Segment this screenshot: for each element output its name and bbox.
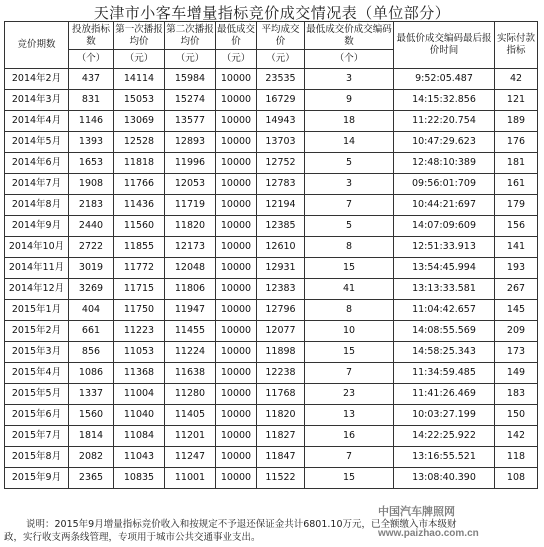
table-cell: 1337: [69, 384, 114, 405]
table-cell: 12931: [257, 258, 305, 279]
table-cell: 2015年7月: [5, 426, 69, 447]
table-cell: 2440: [69, 216, 114, 237]
unit-min-price: （元）: [216, 50, 257, 69]
table-cell: 11820: [257, 405, 305, 426]
table-cell: 7: [305, 447, 394, 468]
table-cell: 7: [305, 363, 394, 384]
table-cell: 11947: [165, 300, 216, 321]
table-cell: 2014年11月: [5, 258, 69, 279]
table-cell: 2015年3月: [5, 342, 69, 363]
table-cell: 10000: [216, 468, 257, 489]
table-row: [5, 300, 538, 321]
table-cell: 2014年6月: [5, 153, 69, 174]
table-cell: 11:22:20.754: [394, 111, 495, 132]
table-cell: 2015年5月: [5, 384, 69, 405]
table-cell: 11280: [165, 384, 216, 405]
table-cell: 11:41:26.469: [394, 384, 495, 405]
watermark-site-name: 中国汽车牌照网: [378, 506, 455, 518]
table-cell: 10: [305, 321, 394, 342]
table-cell: 2015年8月: [5, 447, 69, 468]
table-cell: 1393: [69, 132, 114, 153]
header-quota: 投放指标数: [69, 22, 114, 50]
table-cell: 12053: [165, 174, 216, 195]
table-cell: 13577: [165, 111, 216, 132]
table-row: [5, 216, 538, 237]
table-cell: 11084: [114, 426, 165, 447]
watermark-url: www.paizhao.com.cn: [378, 528, 479, 539]
table-cell: 193: [495, 258, 538, 279]
table-cell: 156: [495, 216, 538, 237]
table-row: [5, 195, 538, 216]
table-cell: 2015年1月: [5, 300, 69, 321]
table-cell: 14: [305, 132, 394, 153]
table-cell: 1560: [69, 405, 114, 426]
unit-first-avg: （元）: [114, 50, 165, 69]
table-cell: 11368: [114, 363, 165, 384]
table-cell: 831: [69, 90, 114, 111]
table-cell: 3269: [69, 279, 114, 300]
table-cell: 3: [305, 174, 394, 195]
table-cell: 10000: [216, 90, 257, 111]
table-cell: 11436: [114, 195, 165, 216]
table-cell: 12893: [165, 132, 216, 153]
table-row: [5, 342, 538, 363]
table-cell: 09:56:01:709: [394, 174, 495, 195]
header-row: [5, 22, 538, 50]
header-min-price: 最低成交价: [216, 22, 257, 50]
table-cell: 209: [495, 321, 538, 342]
table-cell: 8: [305, 300, 394, 321]
table-cell: 10000: [216, 111, 257, 132]
table-cell: 2015年6月: [5, 405, 69, 426]
table-cell: 14:15:32.856: [394, 90, 495, 111]
table-cell: 7: [305, 195, 394, 216]
table-cell: 3019: [69, 258, 114, 279]
header-first-avg: 第一次播报均价: [114, 22, 165, 50]
table-cell: 10000: [216, 279, 257, 300]
table-cell: 10000: [216, 300, 257, 321]
table-cell: 11405: [165, 405, 216, 426]
table-row: [5, 132, 538, 153]
table-cell: 10000: [216, 195, 257, 216]
table-cell: 12194: [257, 195, 305, 216]
table-cell: 23: [305, 384, 394, 405]
unit-quota: （个）: [69, 50, 114, 69]
table-cell: 18: [305, 111, 394, 132]
table-cell: 11004: [114, 384, 165, 405]
table-cell: 2082: [69, 447, 114, 468]
header-paid: 实际付款指标: [495, 22, 538, 69]
auction-results-table: [4, 21, 538, 489]
table-cell: 2183: [69, 195, 114, 216]
table-cell: 2015年9月: [5, 468, 69, 489]
table-row: [5, 321, 538, 342]
table-cell: 181: [495, 153, 538, 174]
table-cell: 12077: [257, 321, 305, 342]
table-cell: 108: [495, 468, 538, 489]
table-cell: 856: [69, 342, 114, 363]
table-cell: 16: [305, 426, 394, 447]
table-cell: 10000: [216, 174, 257, 195]
table-cell: 11768: [257, 384, 305, 405]
table-cell: 11053: [114, 342, 165, 363]
table-cell: 12385: [257, 216, 305, 237]
table-cell: 13703: [257, 132, 305, 153]
table-cell: 1814: [69, 426, 114, 447]
table-cell: 2365: [69, 468, 114, 489]
table-body: [5, 69, 538, 489]
table-cell: 13:13:33.581: [394, 279, 495, 300]
table-cell: 11001: [165, 468, 216, 489]
table-row: [5, 90, 538, 111]
table-cell: 11996: [165, 153, 216, 174]
table-row: [5, 426, 538, 447]
table-cell: 142: [495, 426, 538, 447]
table-cell: 11719: [165, 195, 216, 216]
table-cell: 10000: [216, 384, 257, 405]
table-cell: 10000: [216, 405, 257, 426]
table-cell: 12610: [257, 237, 305, 258]
table-cell: 11:04:42.657: [394, 300, 495, 321]
table-cell: 10000: [216, 132, 257, 153]
table-cell: 12783: [257, 174, 305, 195]
table-cell: 189: [495, 111, 538, 132]
header-last-time: 最低价成交编码最后报价时间: [394, 22, 495, 69]
table-cell: 14:22:25.922: [394, 426, 495, 447]
table-row: [5, 384, 538, 405]
table-cell: 15: [305, 342, 394, 363]
table-row: [5, 468, 538, 489]
table-cell: 5: [305, 153, 394, 174]
table-cell: 183: [495, 384, 538, 405]
table-cell: 13069: [114, 111, 165, 132]
table-cell: 2014年8月: [5, 195, 69, 216]
table-cell: 10000: [216, 237, 257, 258]
table-cell: 12528: [114, 132, 165, 153]
table-cell: 11043: [114, 447, 165, 468]
header-period: 竞价期数: [5, 22, 69, 69]
table-cell: 10000: [216, 69, 257, 90]
table-cell: 149: [495, 363, 538, 384]
table-cell: 11455: [165, 321, 216, 342]
table-cell: 12:51:33.913: [394, 237, 495, 258]
table-cell: 2014年5月: [5, 132, 69, 153]
table-cell: 2014年10月: [5, 237, 69, 258]
table-cell: 2014年9月: [5, 216, 69, 237]
table-cell: 9: [305, 90, 394, 111]
table-cell: 12:48:10:389: [394, 153, 495, 174]
table-cell: 2015年2月: [5, 321, 69, 342]
table-cell: 179: [495, 195, 538, 216]
table-cell: 437: [69, 69, 114, 90]
table-cell: 1146: [69, 111, 114, 132]
table-cell: 145: [495, 300, 538, 321]
table-cell: 42: [495, 69, 538, 90]
table-cell: 10000: [216, 258, 257, 279]
table-cell: 161: [495, 174, 538, 195]
table-row: [5, 447, 538, 468]
table-cell: 11827: [257, 426, 305, 447]
table-cell: 10:44:21:697: [394, 195, 495, 216]
header-second-avg: 第二次播报均价: [165, 22, 216, 50]
table-row: [5, 69, 538, 90]
table-cell: 173: [495, 342, 538, 363]
table-cell: 11855: [114, 237, 165, 258]
table-cell: 11820: [165, 216, 216, 237]
table-cell: 11560: [114, 216, 165, 237]
table-cell: 141: [495, 237, 538, 258]
table-cell: 11224: [165, 342, 216, 363]
table-cell: 11223: [114, 321, 165, 342]
table-cell: 11847: [257, 447, 305, 468]
table-cell: 11522: [257, 468, 305, 489]
table-cell: 118: [495, 447, 538, 468]
table-cell: 14114: [114, 69, 165, 90]
table-cell: 10000: [216, 426, 257, 447]
table-cell: 10000: [216, 321, 257, 342]
table-cell: 10000: [216, 342, 257, 363]
table-cell: 12173: [165, 237, 216, 258]
table-cell: 15: [305, 468, 394, 489]
table-cell: 11750: [114, 300, 165, 321]
table-cell: 13:08:40.390: [394, 468, 495, 489]
table-cell: 5: [305, 216, 394, 237]
table-cell: 11806: [165, 279, 216, 300]
table-cell: 10000: [216, 216, 257, 237]
table-row: [5, 174, 538, 195]
table-cell: 15984: [165, 69, 216, 90]
table-cell: 10000: [216, 153, 257, 174]
unit-avg-price: （元）: [257, 50, 305, 69]
table-cell: 14:07:09:609: [394, 216, 495, 237]
table-cell: 1086: [69, 363, 114, 384]
table-row: [5, 405, 538, 426]
table-cell: 1653: [69, 153, 114, 174]
table-row: [5, 363, 538, 384]
table-cell: 267: [495, 279, 538, 300]
table-cell: 12796: [257, 300, 305, 321]
table-cell: 11201: [165, 426, 216, 447]
table-cell: 11638: [165, 363, 216, 384]
table-cell: 2014年3月: [5, 90, 69, 111]
table-cell: 11772: [114, 258, 165, 279]
table-cell: 10835: [114, 468, 165, 489]
table-cell: 15274: [165, 90, 216, 111]
table-cell: 11247: [165, 447, 216, 468]
table-cell: 11715: [114, 279, 165, 300]
table-cell: 1908: [69, 174, 114, 195]
table-row: [5, 111, 538, 132]
table-cell: 13:16:55.521: [394, 447, 495, 468]
table-cell: 23535: [257, 69, 305, 90]
table-cell: 121: [495, 90, 538, 111]
table-cell: 10000: [216, 363, 257, 384]
table-cell: 3: [305, 69, 394, 90]
table-cell: 10:03:27.199: [394, 405, 495, 426]
table-cell: 2014年4月: [5, 111, 69, 132]
table-cell: 10000: [216, 447, 257, 468]
table-cell: 15053: [114, 90, 165, 111]
table-cell: 2014年12月: [5, 279, 69, 300]
table-cell: 16729: [257, 90, 305, 111]
table-cell: 661: [69, 321, 114, 342]
table-row: [5, 258, 538, 279]
table-cell: 11818: [114, 153, 165, 174]
table-cell: 14:08:55.569: [394, 321, 495, 342]
table-cell: 2015年4月: [5, 363, 69, 384]
table-cell: 14:58:25.343: [394, 342, 495, 363]
table-cell: 12048: [165, 258, 216, 279]
table-cell: 12752: [257, 153, 305, 174]
unit-second-avg: （元）: [165, 50, 216, 69]
table-cell: 9:52:05.487: [394, 69, 495, 90]
table-row: [5, 153, 538, 174]
table-cell: 12238: [257, 363, 305, 384]
table-row: [5, 279, 538, 300]
table-cell: 15: [305, 258, 394, 279]
table-cell: 12383: [257, 279, 305, 300]
table-cell: 2014年2月: [5, 69, 69, 90]
footnote-line-1: 说明：2015年9月增量指标竞价收入和按规定不予退还保证金共计6801.10万元，已全额缴入市本级财: [26, 519, 457, 530]
table-cell: 13: [305, 405, 394, 426]
table-cell: 13:54:45.994: [394, 258, 495, 279]
table-cell: 11:34:59.485: [394, 363, 495, 384]
footnote-line-2: 政，实行收支两条线管理，专项用于城市公共交通事业支出。: [4, 532, 261, 543]
unit-min-count: （个）: [305, 50, 394, 69]
header-min-count: 最低成交价成交编码数: [305, 22, 394, 50]
page-title: 天津市小客车增量指标竞价成交情况表（单位部分）: [93, 4, 451, 22]
header-avg-price: 平均成交价: [257, 22, 305, 50]
table-cell: 150: [495, 405, 538, 426]
table-cell: 8: [305, 237, 394, 258]
table-cell: 11040: [114, 405, 165, 426]
table-cell: 404: [69, 300, 114, 321]
table-cell: 2014年7月: [5, 174, 69, 195]
table-row: [5, 237, 538, 258]
table-cell: 11766: [114, 174, 165, 195]
table-cell: 2722: [69, 237, 114, 258]
table-cell: 11898: [257, 342, 305, 363]
table-cell: 10:47:29.623: [394, 132, 495, 153]
table-cell: 14943: [257, 111, 305, 132]
table-cell: 176: [495, 132, 538, 153]
table-cell: 41: [305, 279, 394, 300]
